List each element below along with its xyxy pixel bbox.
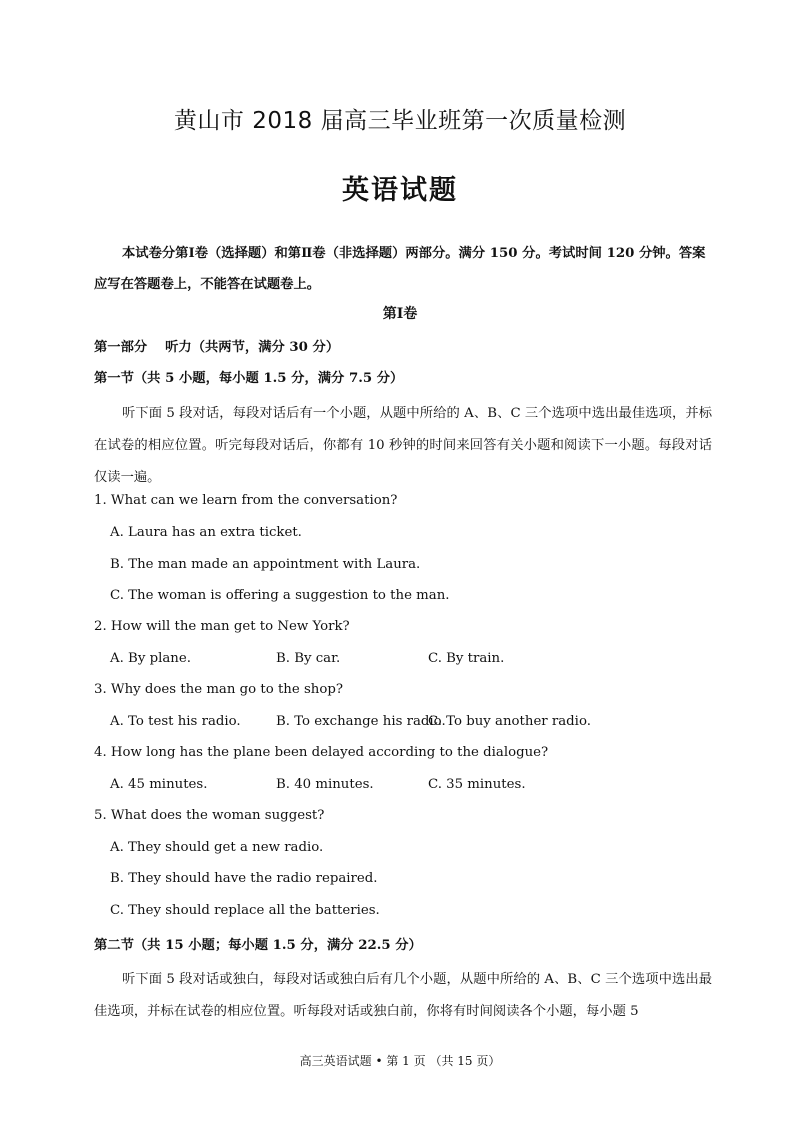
- question-1-option-a: A. Laura has an extra ticket.: [110, 525, 302, 540]
- question-3-option-a: A. To test his radio.: [110, 714, 241, 729]
- exam-intro: 本试卷分第Ⅰ卷（选择题）和第Ⅱ卷（非选择题）两部分。满分 150 分。考试时间 120 分钟。答案应写在答题卷上，不能答在试题卷上。: [94, 246, 706, 292]
- section1-heading: 第一节（共 5 小题，每小题 1.5 分，满分 7.5 分）: [94, 371, 404, 386]
- question-2-option-a: A. By plane.: [110, 651, 191, 666]
- question-2-option-c: C. By train.: [428, 651, 505, 666]
- part1-heading: 第一部分 听力（共两节，满分 30 分）: [94, 340, 340, 355]
- question-3-stem: 3. Why does the man go to the shop?: [94, 682, 344, 697]
- question-1-option-c: C. The woman is offering a suggestion to the man.: [110, 588, 450, 603]
- exam-subtitle: 英语试题: [342, 175, 458, 206]
- question-4-option-c: C. 35 minutes.: [428, 777, 526, 792]
- question-3-option-c: C. To buy another radio.: [428, 714, 591, 729]
- exam-title: 黄山市 2018 届高三毕业班第一次质量检测: [173, 108, 627, 134]
- question-1-stem: 1. What can we learn from the conversation?: [94, 493, 398, 508]
- section2-instructions: 听下面 5 段对话或独白，每段对话或独白后有几个小题，从题中所给的 A、B、C 三个选项中选出最佳选项，并标在试卷的相应位置。听每段对话或独白前，你将有时间阅读各个小题，每小题 5: [94, 972, 712, 1019]
- question-5-option-b: B. They should have the radio repaired.: [110, 871, 378, 886]
- page-footer: 高三英语试题 • 第 1 页 （共 15 页）: [299, 1054, 501, 1068]
- volume-label: 第Ⅰ卷: [382, 306, 418, 322]
- question-5-stem: 5. What does the woman suggest?: [94, 808, 325, 823]
- question-4-stem: 4. How long has the plane been delayed according to the dialogue?: [94, 745, 549, 760]
- question-4-option-a: A. 45 minutes.: [110, 777, 208, 792]
- section1-instructions: 听下面 5 段对话，每段对话后有一个小题，从题中所给的 A、B、C 三个选项中选出最佳选项，并标在试卷的相应位置。听完每段对话后，你都有 10 秒钟的时间来回答有关小题和阅读下一小题。每段对话仅读一遍。: [94, 406, 712, 485]
- question-3-option-b: B. To exchange his radio.: [276, 714, 446, 729]
- question-4-option-b: B. 40 minutes.: [276, 777, 374, 792]
- question-5-option-a: A. They should get a new radio.: [110, 840, 324, 855]
- question-2-stem: 2. How will the man get to New York?: [94, 619, 350, 634]
- question-2-option-b: B. By car.: [276, 651, 341, 666]
- question-1-option-b: B. The man made an appointment with Laura.: [110, 557, 421, 572]
- question-5-option-c: C. They should replace all the batteries.: [110, 903, 380, 918]
- section2-heading: 第二节（共 15 小题；每小题 1.5 分，满分 22.5 分）: [94, 938, 422, 953]
